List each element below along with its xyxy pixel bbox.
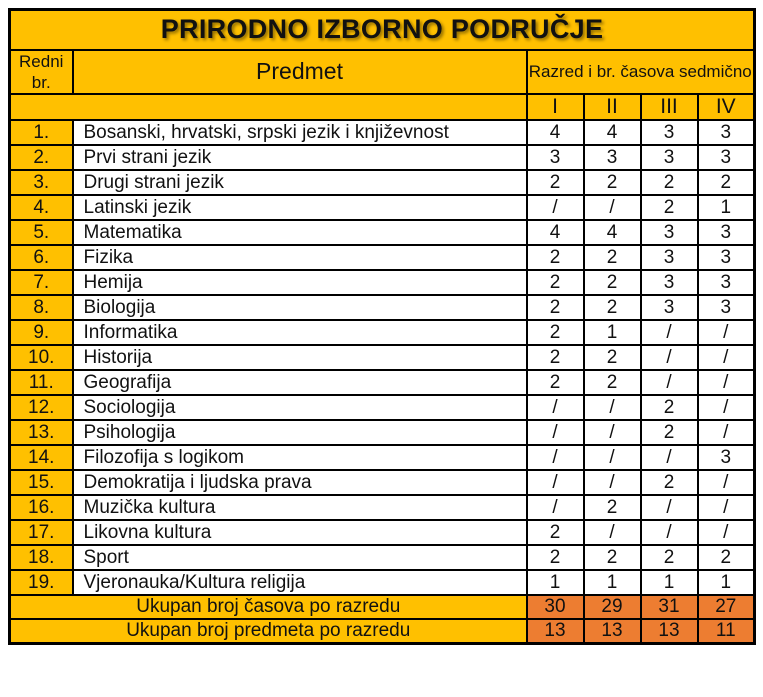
grade-column-header-II: II bbox=[584, 94, 641, 120]
subject-row bbox=[10, 145, 755, 170]
hours-cell: 3 bbox=[641, 120, 698, 145]
row-number-cell: 13. bbox=[10, 420, 73, 445]
hours-cell: / bbox=[698, 395, 755, 420]
hours-cell: 4 bbox=[584, 120, 641, 145]
hours-cell: 3 bbox=[641, 295, 698, 320]
grade-column-header-IV: IV bbox=[698, 94, 755, 120]
row-number-cell: 1. bbox=[10, 120, 73, 145]
hours-cell: 1 bbox=[527, 570, 584, 595]
hours-cell: 4 bbox=[527, 120, 584, 145]
column-header-row bbox=[10, 50, 755, 95]
title-row bbox=[10, 10, 755, 50]
hours-cell: 3 bbox=[641, 270, 698, 295]
grade-header-row bbox=[10, 94, 755, 120]
hours-cell: 2 bbox=[584, 170, 641, 195]
subject-cell: Informatika bbox=[73, 320, 527, 345]
subject-row bbox=[10, 320, 755, 345]
subject-row bbox=[10, 570, 755, 595]
totals-value-cell: 13 bbox=[641, 619, 698, 644]
row-number-cell: 14. bbox=[10, 445, 73, 470]
subject-row bbox=[10, 345, 755, 370]
hours-cell: 2 bbox=[641, 170, 698, 195]
column-header-razred: Razred i br. časova sedmično bbox=[527, 50, 755, 95]
hours-cell: / bbox=[698, 470, 755, 495]
subject-cell: Muzička kultura bbox=[73, 495, 527, 520]
row-number-cell: 5. bbox=[10, 220, 73, 245]
subject-cell: Biologija bbox=[73, 295, 527, 320]
subject-cell: Sociologija bbox=[73, 395, 527, 420]
hours-cell: 2 bbox=[698, 545, 755, 570]
hours-cell: / bbox=[584, 195, 641, 220]
subject-row bbox=[10, 395, 755, 420]
subject-row bbox=[10, 170, 755, 195]
hours-cell: 2 bbox=[527, 345, 584, 370]
hours-cell: / bbox=[641, 520, 698, 545]
row-number-cell: 16. bbox=[10, 495, 73, 520]
hours-cell: 2 bbox=[641, 195, 698, 220]
row-number-cell: 11. bbox=[10, 370, 73, 395]
totals-label-cell: Ukupan broj časova po razredu bbox=[10, 595, 527, 619]
hours-cell: 1 bbox=[698, 195, 755, 220]
hours-cell: / bbox=[698, 420, 755, 445]
row-number-cell: 17. bbox=[10, 520, 73, 545]
totals-value-cell: 29 bbox=[584, 595, 641, 619]
hours-cell: 2 bbox=[527, 545, 584, 570]
subject-cell: Psihologija bbox=[73, 420, 527, 445]
totals-label-cell: Ukupan broj predmeta po razredu bbox=[10, 619, 527, 644]
hours-cell: / bbox=[527, 495, 584, 520]
hours-cell: / bbox=[641, 445, 698, 470]
totals-value-cell: 11 bbox=[698, 619, 755, 644]
row-number-cell: 9. bbox=[10, 320, 73, 345]
totals-value-cell: 31 bbox=[641, 595, 698, 619]
grade-header-spacer bbox=[10, 94, 527, 120]
row-number-cell: 6. bbox=[10, 245, 73, 270]
table-title: PRIRODNO IZBORNO PODRUČJE bbox=[10, 10, 755, 50]
hours-cell: 3 bbox=[641, 145, 698, 170]
subject-row bbox=[10, 520, 755, 545]
row-number-cell: 18. bbox=[10, 545, 73, 570]
subject-cell: Prvi strani jezik bbox=[73, 145, 527, 170]
hours-cell: 3 bbox=[698, 120, 755, 145]
hours-cell: 1 bbox=[584, 320, 641, 345]
subject-cell: Hemija bbox=[73, 270, 527, 295]
hours-cell: 2 bbox=[641, 395, 698, 420]
hours-cell: / bbox=[527, 195, 584, 220]
hours-cell: 2 bbox=[584, 345, 641, 370]
hours-cell: / bbox=[641, 370, 698, 395]
totals-value-cell: 27 bbox=[698, 595, 755, 619]
subject-cell: Geografija bbox=[73, 370, 527, 395]
subject-row bbox=[10, 495, 755, 520]
hours-cell: 2 bbox=[584, 370, 641, 395]
hours-cell: / bbox=[527, 445, 584, 470]
hours-cell: 3 bbox=[698, 245, 755, 270]
row-number-cell: 8. bbox=[10, 295, 73, 320]
subject-row bbox=[10, 295, 755, 320]
subject-row bbox=[10, 220, 755, 245]
totals-value-cell: 13 bbox=[527, 619, 584, 644]
hours-cell: / bbox=[584, 520, 641, 545]
hours-cell: / bbox=[584, 445, 641, 470]
subject-cell: Vjeronauka/Kultura religija bbox=[73, 570, 527, 595]
subject-row bbox=[10, 470, 755, 495]
hours-cell: 2 bbox=[527, 295, 584, 320]
subject-cell: Filozofija s logikom bbox=[73, 445, 527, 470]
hours-cell: 1 bbox=[698, 570, 755, 595]
grade-column-header-III: III bbox=[641, 94, 698, 120]
row-number-cell: 4. bbox=[10, 195, 73, 220]
row-number-cell: 15. bbox=[10, 470, 73, 495]
subject-row bbox=[10, 420, 755, 445]
subject-row bbox=[10, 245, 755, 270]
curriculum-table bbox=[8, 8, 756, 645]
hours-cell: 2 bbox=[584, 245, 641, 270]
hours-cell: 2 bbox=[641, 420, 698, 445]
subject-cell: Fizika bbox=[73, 245, 527, 270]
hours-cell: 3 bbox=[584, 145, 641, 170]
hours-cell: / bbox=[698, 520, 755, 545]
subject-row bbox=[10, 370, 755, 395]
hours-cell: / bbox=[584, 470, 641, 495]
subject-row bbox=[10, 445, 755, 470]
hours-cell: 2 bbox=[698, 170, 755, 195]
hours-cell: 2 bbox=[527, 520, 584, 545]
grade-column-header-I: I bbox=[527, 94, 584, 120]
row-number-cell: 19. bbox=[10, 570, 73, 595]
hours-cell: / bbox=[698, 495, 755, 520]
subject-cell: Historija bbox=[73, 345, 527, 370]
hours-cell: 3 bbox=[698, 220, 755, 245]
hours-cell: 2 bbox=[527, 270, 584, 295]
hours-cell: 2 bbox=[527, 170, 584, 195]
hours-cell: 4 bbox=[527, 220, 584, 245]
hours-cell: 2 bbox=[584, 545, 641, 570]
column-header-redni-br: Redni br. bbox=[10, 50, 73, 95]
subject-row bbox=[10, 545, 755, 570]
subject-cell: Drugi strani jezik bbox=[73, 170, 527, 195]
subject-row bbox=[10, 270, 755, 295]
hours-cell: / bbox=[527, 470, 584, 495]
subject-row bbox=[10, 120, 755, 145]
hours-cell: 2 bbox=[641, 545, 698, 570]
row-number-cell: 3. bbox=[10, 170, 73, 195]
hours-cell: / bbox=[527, 420, 584, 445]
subject-row bbox=[10, 195, 755, 220]
hours-cell: 2 bbox=[527, 245, 584, 270]
subject-cell: Matematika bbox=[73, 220, 527, 245]
subject-cell: Bosanski, hrvatski, srpski jezik i književnost bbox=[73, 120, 527, 145]
hours-cell: / bbox=[641, 320, 698, 345]
totals-row bbox=[10, 595, 755, 619]
hours-cell: 4 bbox=[584, 220, 641, 245]
hours-cell: / bbox=[584, 420, 641, 445]
row-number-cell: 12. bbox=[10, 395, 73, 420]
hours-cell: 2 bbox=[527, 320, 584, 345]
hours-cell: 3 bbox=[641, 245, 698, 270]
hours-cell: 2 bbox=[584, 270, 641, 295]
hours-cell: 3 bbox=[698, 145, 755, 170]
row-number-cell: 7. bbox=[10, 270, 73, 295]
column-header-predmet: Predmet bbox=[73, 50, 527, 95]
hours-cell: 2 bbox=[527, 370, 584, 395]
row-number-cell: 2. bbox=[10, 145, 73, 170]
hours-cell: 2 bbox=[584, 295, 641, 320]
subject-cell: Likovna kultura bbox=[73, 520, 527, 545]
hours-cell: / bbox=[527, 395, 584, 420]
hours-cell: / bbox=[584, 395, 641, 420]
hours-cell: 3 bbox=[641, 220, 698, 245]
hours-cell: / bbox=[698, 370, 755, 395]
subject-cell: Sport bbox=[73, 545, 527, 570]
totals-row bbox=[10, 619, 755, 644]
hours-cell: 2 bbox=[641, 470, 698, 495]
hours-cell: / bbox=[641, 345, 698, 370]
hours-cell: 3 bbox=[527, 145, 584, 170]
hours-cell: 2 bbox=[584, 495, 641, 520]
hours-cell: 1 bbox=[641, 570, 698, 595]
hours-cell: / bbox=[698, 345, 755, 370]
hours-cell: 3 bbox=[698, 445, 755, 470]
hours-cell: 3 bbox=[698, 295, 755, 320]
hours-cell: 3 bbox=[698, 270, 755, 295]
hours-cell: / bbox=[698, 320, 755, 345]
hours-cell: 1 bbox=[584, 570, 641, 595]
totals-value-cell: 30 bbox=[527, 595, 584, 619]
subject-cell: Latinski jezik bbox=[73, 195, 527, 220]
hours-cell: / bbox=[641, 495, 698, 520]
row-number-cell: 10. bbox=[10, 345, 73, 370]
subject-cell: Demokratija i ljudska prava bbox=[73, 470, 527, 495]
totals-value-cell: 13 bbox=[584, 619, 641, 644]
